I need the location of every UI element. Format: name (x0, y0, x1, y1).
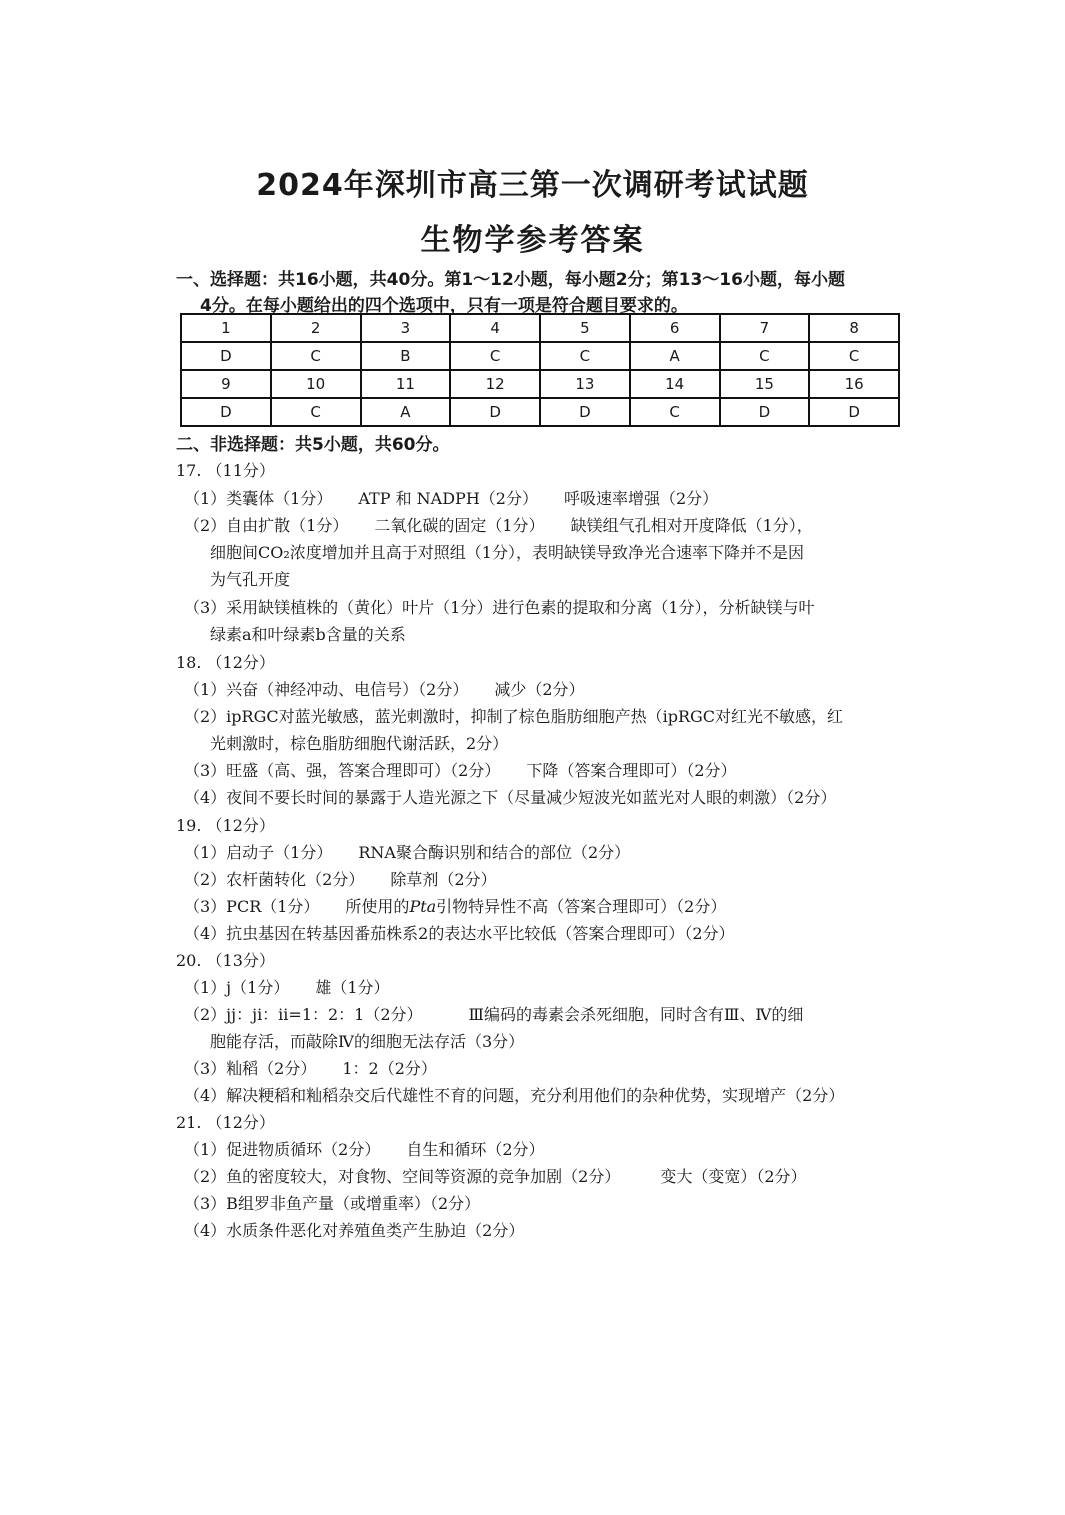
answer-part: Ⅲ编码的毒素会杀死细胞，同时含有Ⅲ、Ⅳ的细 (468, 1005, 804, 1024)
q19-heading: 19. （12分） (176, 816, 275, 835)
answer-part: （2）农杆菌转化（2分） (184, 870, 365, 889)
answer-part: （2）鱼的密度较大，对食物、空间等资源的竞争加剧（2分） (184, 1167, 621, 1186)
q19-answer-4: （4）抗虫基因在转基因番茄株系2的表达水平比较低（答案合理即可）（2分） (184, 924, 735, 943)
q17-answer-3: （3）采用缺镁植株的（黄化）叶片（1分）进行色素的提取和分离（1分），分析缺镁与叶 (184, 598, 815, 617)
answer-cell: C (630, 398, 720, 426)
q19-answer-3 (184, 894, 726, 917)
question-number: 13 (540, 370, 630, 398)
answer-cell: D (181, 342, 271, 370)
answer-part: RNA聚合酶识别和结合的部位（2分） (358, 843, 631, 862)
answer-part: 1：2（2分） (342, 1059, 437, 1078)
answer-cell: C (809, 342, 899, 370)
q17-answer-1 (184, 486, 718, 509)
q20-answer-3 (184, 1056, 437, 1079)
gene-name: Pta (409, 897, 437, 916)
q21-answer-4: （4）水质条件恶化对养殖鱼类产生胁迫（2分） (184, 1221, 525, 1240)
page-subtitle: 生物学参考答案 (420, 223, 645, 258)
page-title: 2024年深圳市高三第一次调研考试试题 (256, 168, 809, 203)
answer-cell: C (271, 342, 361, 370)
question-number: 8 (809, 314, 899, 342)
answer-cell: A (630, 342, 720, 370)
question-number: 15 (720, 370, 810, 398)
question-number: 10 (271, 370, 361, 398)
q18-answer-3 (184, 758, 737, 781)
answer-part: 二氧化碳的固定（1分） (374, 516, 545, 535)
answer-part: 变大（变宽）（2分） (660, 1167, 807, 1186)
question-number: 5 (540, 314, 630, 342)
answer-part: 下降（答案合理即可）（2分） (526, 761, 737, 780)
answer-cell: C (450, 342, 540, 370)
q18-heading: 18. （12分） (176, 653, 275, 672)
q18-answer-1 (184, 677, 585, 700)
answer-cell: D (720, 398, 810, 426)
q20-answer-2 (184, 1002, 803, 1025)
answer-cell: D (450, 398, 540, 426)
q20-answer-2-cont: 胞能存活，而敲除Ⅳ的细胞无法存活（3分） (210, 1032, 525, 1051)
answer-part: （1）启动子（1分） (184, 843, 333, 862)
answer-part: 自生和循环（2分） (406, 1140, 545, 1159)
answer-cell: C (720, 342, 810, 370)
section1-heading-line2: 4分。在每小题给出的四个选项中，只有一项是符合题目要求的。 (200, 296, 688, 316)
answer-cell: D (181, 398, 271, 426)
answer-cell: C (540, 342, 630, 370)
question-number: 6 (630, 314, 720, 342)
q18-answer-4: （4）夜间不要长时间的暴露于人造光源之下（尽量减少短波光如蓝光对人眼的刺激）（2分） (184, 788, 837, 807)
answer-part: （2）jj：ji：ii=1：2：1（2分） (184, 1005, 423, 1024)
q19-answer-2 (184, 867, 497, 890)
answer-part: 缺镁组气孔相对开度降低（1分）， (570, 516, 813, 535)
q18-answer-2: （2）ipRGC对蓝光敏感，蓝光刺激时，抑制了棕色脂肪细胞产热（ipRGC对红光不敏感，红 (184, 707, 844, 726)
answer-row (181, 342, 899, 370)
answer-part: 减少（2分） (494, 680, 585, 699)
answer-part: （3）籼稻（2分） (184, 1059, 317, 1078)
question-number: 3 (361, 314, 451, 342)
question-number: 14 (630, 370, 720, 398)
q20-heading: 20. （13分） (176, 951, 275, 970)
answer-part: （3）旺盛（高、强，答案合理即可）（2分） (184, 761, 501, 780)
answer-cell: D (809, 398, 899, 426)
answer-cell: D (540, 398, 630, 426)
question-number-row (181, 314, 899, 342)
answer-cell: C (271, 398, 361, 426)
section2-heading: 二、非选择题：共5小题，共60分。 (176, 435, 450, 455)
answer-part: （1）促进物质循环（2分） (184, 1140, 381, 1159)
q21-answer-3: （3）B组罗非鱼产量（或增重率）（2分） (184, 1194, 481, 1213)
answer-part: 所使用的 (345, 897, 410, 916)
answer-table (180, 313, 900, 427)
question-number-row (181, 370, 899, 398)
question-number: 11 (361, 370, 451, 398)
answer-part: （1）j（1分） (184, 978, 290, 997)
question-number: 7 (720, 314, 810, 342)
q21-answer-1 (184, 1137, 545, 1160)
q19-answer-1 (184, 840, 630, 863)
q17-answer-2 (184, 513, 813, 536)
question-number: 16 (809, 370, 899, 398)
question-number: 12 (450, 370, 540, 398)
answer-part: （3）PCR（1分） (184, 897, 320, 916)
section1-heading-line1: 一、选择题：共16小题，共40分。第1～12小题，每小题2分；第13～16小题，每小题 (176, 270, 845, 290)
q21-answer-2 (184, 1164, 807, 1187)
answer-part: ATP 和 NADPH（2分） (358, 489, 538, 508)
question-number: 1 (181, 314, 271, 342)
q17-heading: 17. （11分） (176, 461, 275, 480)
answer-cell: B (361, 342, 451, 370)
q17-answer-2-cont: 细胞间CO₂浓度增加并且高于对照组（1分），表明缺镁导致净光合速率下降并不是因 (210, 543, 804, 562)
answer-part: 引物特异性不高（答案合理即可）（2分） (436, 897, 727, 916)
answer-part: 雄（1分） (315, 978, 390, 997)
answer-part: 除草剂（2分） (390, 870, 497, 889)
question-number: 2 (271, 314, 361, 342)
answer-part: 呼吸速率增强（2分） (563, 489, 719, 508)
q18-answer-2-cont: 光刺激时，棕色脂肪细胞代谢活跃，2分） (210, 734, 509, 753)
q17-answer-2-cont2: 为气孔开度 (210, 570, 291, 589)
q20-answer-4: （4）解决粳稻和籼稻杂交后代雄性不育的问题，充分利用他们的杂种优势，实现增产（2分） (184, 1086, 845, 1105)
q20-answer-1 (184, 975, 390, 998)
q21-heading: 21. （12分） (176, 1113, 275, 1132)
question-number: 4 (450, 314, 540, 342)
q17-answer-3-cont: 绿素a和叶绿素b含量的关系 (210, 625, 406, 644)
answer-part: （1）兴奋（神经冲动、电信号）（2分） (184, 680, 469, 699)
answer-row (181, 398, 899, 426)
answer-part: （1）类囊体（1分） (184, 489, 333, 508)
question-number: 9 (181, 370, 271, 398)
answer-part: （2）自由扩散（1分） (184, 516, 349, 535)
answer-cell: A (361, 398, 451, 426)
